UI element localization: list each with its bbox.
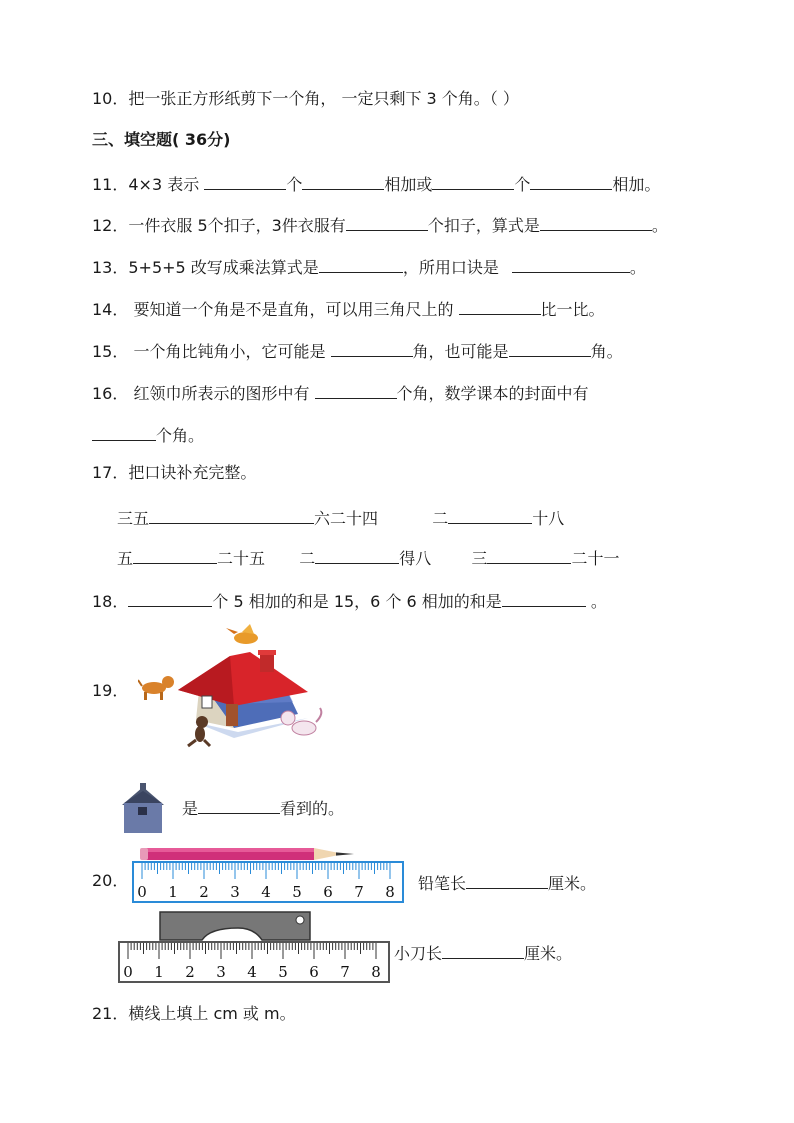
q11-blank-3[interactable] [432, 171, 514, 190]
q15-text-c: 角。 [590, 342, 623, 361]
house-front-view-icon [118, 783, 168, 833]
pencil-ruler [132, 861, 404, 903]
q11-text-a: 11．4×3 表示 [92, 175, 200, 194]
q17-r1-a: 三五 [117, 509, 150, 528]
question-12 [92, 212, 668, 237]
q19-text-b: 看到的。 [280, 799, 345, 818]
q18-text-a: 个 5 相加的和是 15，6 个 6 相加的和是 [212, 592, 502, 611]
question-21 [92, 1003, 296, 1025]
q16-blank-1[interactable] [315, 380, 397, 399]
section-title [92, 129, 230, 151]
q20-knife-answer [394, 940, 572, 965]
q19-text-a: 是 [182, 799, 199, 818]
q20-knife-text: 小刀长 [394, 944, 443, 963]
q13-text-a: 13．5+5+5 改写成乘法算式是 [92, 258, 319, 277]
section-title-text: 三、填空题( 36分) [92, 130, 231, 149]
q12-text-a: 12．一件衣服 5个扣子，3件衣服有 [92, 216, 346, 235]
q17-r2-b: 二十五 [217, 549, 266, 568]
q17-blank-3[interactable] [133, 545, 217, 564]
q17-row-2 [117, 545, 619, 570]
q18-num: 18． [92, 592, 129, 611]
ruler-label: 4 [247, 963, 257, 981]
question-11 [92, 171, 660, 196]
house-scene-illustration [138, 622, 328, 750]
q19-blank[interactable] [198, 795, 280, 814]
q19-answer-line [182, 795, 344, 820]
q14-text-b: 比一比。 [540, 300, 605, 319]
q20-pencil-text: 铅笔长 [418, 874, 467, 893]
q14-text-a: 14． 要知道一个角是不是直角，可以用三角尺上的 [92, 300, 454, 319]
q18-blank-1[interactable] [128, 588, 212, 607]
ruler-label: 7 [354, 883, 364, 901]
question-15 [92, 338, 623, 363]
knife-icon [158, 910, 314, 944]
q17-row-1 [117, 505, 564, 530]
q20-num: 20． [92, 871, 129, 890]
q13-text-c: 。 [629, 258, 646, 277]
q11-text-d: 个 [514, 175, 531, 194]
q17-blank-2[interactable] [448, 505, 532, 524]
q19-num: 19． [92, 681, 129, 700]
q18-blank-2[interactable] [502, 588, 586, 607]
q17-r1-d: 十八 [532, 509, 565, 528]
q15-text-b: 角，也可能是 [412, 342, 509, 361]
q16-text-c: 个角。 [156, 426, 205, 445]
q21-text: 21．横线上填上 cm 或 m。 [92, 1004, 296, 1023]
ruler-label: 2 [199, 883, 209, 901]
ruler-label: 6 [309, 963, 319, 981]
q17-r2-c: 二 [299, 549, 316, 568]
dog-icon [138, 676, 174, 700]
ruler-label: 6 [323, 883, 333, 901]
q12-blank-2[interactable] [540, 212, 652, 231]
ruler-label: 8 [371, 963, 381, 981]
q16-text-b: 个角，数学课本的封面中有 [396, 384, 589, 403]
ruler-label: 0 [137, 883, 147, 901]
ruler-label: 3 [216, 963, 226, 981]
monkey-icon [188, 716, 210, 746]
question-18 [92, 588, 607, 613]
knife-ruler [118, 941, 390, 983]
question-14 [92, 296, 605, 321]
question-16-cont [92, 422, 204, 447]
q20-pencil-unit: 厘米。 [548, 874, 597, 893]
pencil-ruler-ticks [134, 863, 402, 901]
q16-text-a: 16． 红领巾所表示的图形中有 [92, 384, 310, 403]
ruler-label: 3 [230, 883, 240, 901]
q17-r1-b: 六二十四 [314, 509, 379, 528]
ruler-label: 4 [261, 883, 271, 901]
q13-blank-2[interactable] [512, 254, 630, 273]
q18-text-b: 。 [590, 592, 607, 611]
cat-icon [281, 708, 321, 735]
bird-icon [226, 624, 258, 644]
q17-r2-d: 得八 [399, 549, 432, 568]
q11-blank-1[interactable] [204, 171, 286, 190]
q13-text-b: ，所用口诀是 [402, 258, 499, 277]
q11-blank-4[interactable] [530, 171, 612, 190]
q17-title: 17．把口诀补充完整。 [92, 463, 257, 482]
knife-ruler-ticks [120, 943, 388, 981]
q16-blank-2[interactable] [92, 422, 156, 441]
ruler-label: 7 [340, 963, 350, 981]
ruler-label: 5 [292, 883, 302, 901]
q15-text-a: 15． 一个角比钝角小，它可能是 [92, 342, 326, 361]
ruler-label: 1 [168, 883, 178, 901]
q15-blank-1[interactable] [331, 338, 413, 357]
ruler-label: 8 [385, 883, 395, 901]
q12-blank-1[interactable] [346, 212, 428, 231]
q15-blank-2[interactable] [509, 338, 591, 357]
question-16 [92, 380, 589, 405]
question-10-text: 10．把一张正方形纸剪下一个角， 一定只剩下 3 个角。（ ） [92, 89, 519, 108]
q12-text-c: 。 [651, 216, 668, 235]
q17-r2-a: 五 [117, 549, 134, 568]
q11-text-c: 相加或 [384, 175, 433, 194]
ruler-label: 5 [278, 963, 288, 981]
q20-knife-blank[interactable] [442, 940, 524, 959]
question-10 [92, 88, 519, 110]
question-19 [92, 680, 128, 702]
ruler-label: 0 [123, 963, 133, 981]
q20-pencil-answer [418, 870, 596, 895]
question-20 [92, 870, 128, 892]
q17-r2-f: 二十一 [571, 549, 620, 568]
pencil-icon [140, 846, 356, 862]
q12-text-b: 个扣子，算式是 [427, 216, 540, 235]
q11-text-e: 相加。 [612, 175, 661, 194]
question-13 [92, 254, 646, 279]
q11-text-b: 个 [286, 175, 303, 194]
q17-blank-4[interactable] [315, 545, 399, 564]
q13-blank-1[interactable] [319, 254, 403, 273]
q17-blank-1[interactable] [149, 505, 314, 524]
q17-blank-5[interactable] [487, 545, 571, 564]
question-17 [92, 462, 256, 484]
ruler-label: 2 [185, 963, 195, 981]
q17-r2-e: 三 [471, 549, 488, 568]
q11-blank-2[interactable] [302, 171, 384, 190]
ruler-label: 1 [154, 963, 164, 981]
q20-knife-unit: 厘米。 [524, 944, 573, 963]
q17-r1-c: 二 [432, 509, 449, 528]
q14-blank-1[interactable] [459, 296, 541, 315]
q20-pencil-blank[interactable] [466, 870, 548, 889]
